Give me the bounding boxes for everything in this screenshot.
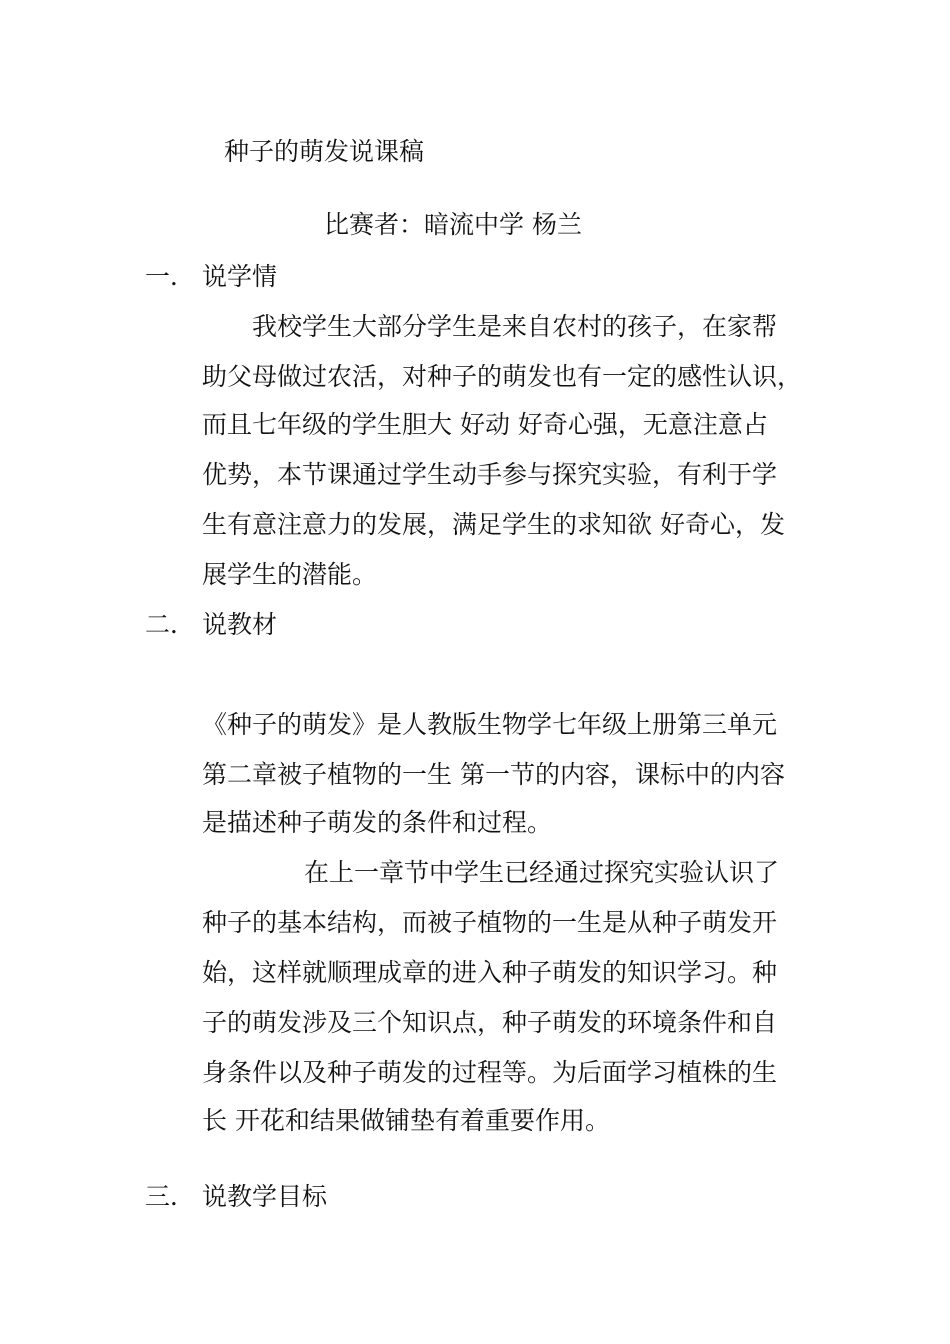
paragraph-line: 生有意注意力的发展，满足学生的求知欲 好奇心，发 — [202, 510, 785, 539]
paragraph-line: 在上一章节中学生已经通过探究实验认识了 — [304, 858, 780, 887]
document-title: 种子的萌发说课稿 — [224, 137, 425, 166]
paragraph-line: 子的萌发涉及三个知识点，种子萌发的环境条件和自 — [202, 1008, 778, 1037]
section-number-3: 三． — [145, 1182, 196, 1211]
paragraph-line: 身条件以及种子萌发的过程等。为后面学习植株的生 — [202, 1058, 778, 1087]
paragraph-line: 《种子的萌发》是人教版生物学七年级上册第三单元 — [202, 710, 778, 739]
paragraph-line: 而且七年级的学生胆大 好动 好奇心强，无意注意占 — [202, 410, 768, 439]
section-heading-3: 说教学目标 — [202, 1182, 328, 1211]
paragraph-line: 种子的基本结构，而被子植物的一生是从种子萌发开 — [202, 908, 778, 937]
paragraph-line: 是描述种子萌发的条件和过程。 — [202, 808, 553, 837]
section-number-2: 二． — [145, 610, 196, 639]
author-line: 比赛者：暗流中学 杨兰 — [324, 210, 582, 239]
paragraph-line: 长 开花和结果做铺垫有着重要作用。 — [202, 1106, 610, 1135]
paragraph-line: 优势，本节课通过学生动手参与探究实验，有利于学 — [202, 460, 778, 489]
paragraph-line: 助父母做过农活，对种子的萌发也有一定的感性认识， — [202, 362, 803, 391]
section-heading-1: 说学情 — [202, 262, 278, 291]
paragraph-line: 展学生的潜能。 — [202, 560, 378, 589]
section-heading-2: 说教材 — [202, 610, 278, 639]
paragraph-line: 我校学生大部分学生是来自农村的孩子，在家帮 — [252, 312, 778, 341]
paragraph-line: 第二章被子植物的一生 第一节的内容，课标中的内容 — [202, 760, 785, 789]
paragraph-line: 始，这样就顺理成章的进入种子萌发的知识学习。种 — [202, 958, 778, 987]
section-number-1: 一． — [145, 262, 196, 291]
